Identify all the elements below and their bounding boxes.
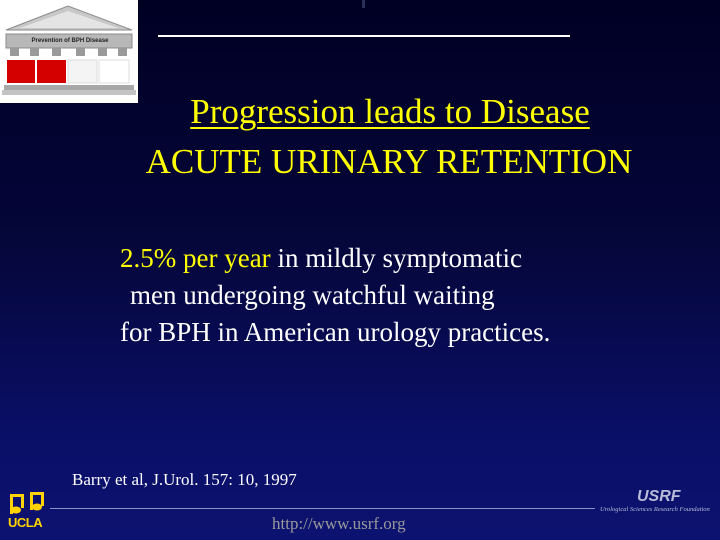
slide-subtitle: ACUTE URINARY RETENTION (145, 142, 633, 181)
temple-icon (0, 0, 138, 103)
usrf-logo-name: USRF (637, 488, 681, 505)
ucla-logo-text: UCLA (8, 515, 43, 530)
slide-title: Progression leads to Disease (190, 92, 590, 131)
body-line-1-rest: in mildly symptomatic (270, 243, 522, 273)
usrf-logo-subtitle: Urological Sciences Research Foundation (600, 506, 710, 513)
body-line-2: men undergoing watchful waiting (130, 280, 495, 310)
citation: Barry et al, J.Urol. 157: 10, 1997 (72, 470, 297, 489)
slide-body (120, 240, 550, 351)
top-mark (362, 0, 365, 8)
prevention-temple-logo (0, 0, 138, 103)
top-divider (158, 35, 570, 37)
footer-url[interactable]: http://www.usrf.org (272, 514, 406, 533)
body-line-1 (120, 240, 550, 277)
body-highlight: 2.5% per year (120, 243, 271, 273)
footer-divider (50, 508, 595, 509)
ucla-music-icon (6, 490, 50, 516)
logo-caption: Prevention of BPH Disease (31, 38, 109, 44)
body-line-3: for BPH in American urology practices. (120, 317, 551, 347)
